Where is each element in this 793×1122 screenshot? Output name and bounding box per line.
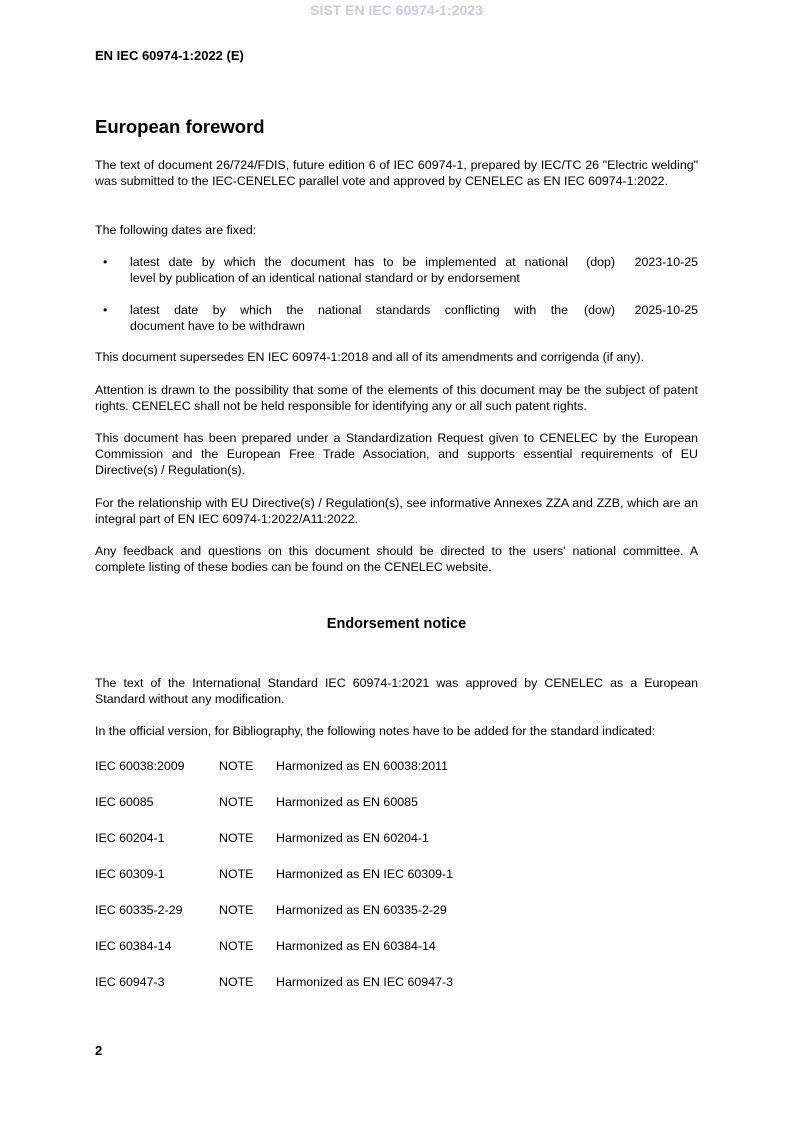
date-bullet-dop	[95, 254, 698, 286]
page-number: 2	[95, 1043, 103, 1058]
section-title-foreword: European foreword	[95, 116, 265, 137]
dates-intro: The following dates are fixed:	[95, 223, 257, 237]
relationship-paragraph: For the relationship with EU Directive(s) / Regulation(s), see informative Annexes ZZA and ZZB, which are an integral part of EN IEC 60974-1:2022/A11:2022.	[95, 496, 698, 526]
note-label: NOTE	[219, 975, 254, 989]
date-bullet-dow	[95, 302, 698, 334]
intro-paragraph: The text of document 26/724/FDIS, future edition 6 of IEC 60974-1, prepared by IEC/TC 26 "Electric welding" was submitted to the IEC-CENELEC parallel vote and approved by CENELEC as EN IEC 60974-1:2022.	[95, 158, 698, 188]
note-label: NOTE	[219, 759, 254, 773]
bullet-code: (dop)	[586, 255, 615, 269]
bullet-date: 2025-10-25	[634, 303, 698, 317]
note-row	[95, 866, 453, 882]
note-label: NOTE	[219, 795, 254, 809]
note-row	[95, 830, 429, 846]
note-standard: IEC 60204-1	[95, 831, 165, 845]
note-row	[95, 902, 447, 918]
note-standard: IEC 60384-14	[95, 939, 172, 953]
note-standard: IEC 60947-3	[95, 975, 165, 989]
note-row	[95, 794, 418, 810]
note-text: Harmonized as EN IEC 60947-3	[276, 975, 453, 989]
note-standard: IEC 60085	[95, 795, 154, 809]
note-label: NOTE	[219, 939, 254, 953]
note-label: NOTE	[219, 831, 254, 845]
notes-intro: In the official version, for Bibliography, the following notes have to be added for the standard indicated:	[95, 724, 656, 738]
note-text: Harmonized as EN IEC 60309-1	[276, 867, 453, 881]
supersedes-paragraph: This document supersedes EN IEC 60974-1:2018 and all of its amendments and corrigenda (if any).	[95, 350, 644, 364]
note-standard: IEC 60309-1	[95, 867, 165, 881]
note-text: Harmonized as EN 60204-1	[276, 831, 429, 845]
note-text: Harmonized as EN 60335-2-29	[276, 903, 447, 917]
note-label: NOTE	[219, 867, 254, 881]
bullet-line2: document have to be withdrawn	[130, 319, 305, 333]
bullet-date: 2023-10-25	[634, 255, 698, 269]
document-header: EN IEC 60974-1:2022 (E)	[95, 48, 244, 63]
note-standard: IEC 60335-2-29	[95, 903, 183, 917]
standardization-paragraph: This document has been prepared under a Standardization Request given to CENELEC by the European Commission and the European Free Trade Association, and supports essential requirements of EU Directive(s) / Regulation(s).	[95, 431, 698, 477]
note-row	[95, 758, 448, 774]
note-row	[95, 938, 436, 954]
note-row	[95, 974, 453, 990]
feedback-paragraph: Any feedback and questions on this document should be directed to the users' national committee. A complete listing of these bodies can be found on the CENELEC website.	[95, 544, 698, 574]
bullet-code: (dow)	[584, 303, 615, 317]
section-title-endorsement: Endorsement notice	[326, 616, 467, 632]
note-text: Harmonized as EN 60085	[276, 795, 418, 809]
endorsement-paragraph: The text of the International Standard IEC 60974-1:2021 was approved by CENELEC as a European Standard without any modification.	[95, 676, 698, 706]
watermark: SIST EN IEC 60974-1:2023	[310, 2, 483, 18]
attention-paragraph: Attention is drawn to the possibility that some of the elements of this document may be the subject of patent rights. CENELEC shall not be held responsible for identifying any or all such patent rights.	[95, 383, 698, 413]
bullet-line1: latest date by which the document has to be implemented at national	[130, 255, 568, 269]
bullet-line1: latest date by which the national standards conflicting with the	[130, 303, 568, 317]
bullet-line2: level by publication of an identical national standard or by endorsement	[130, 271, 520, 285]
note-standard: IEC 60038:2009	[95, 759, 185, 773]
bullet-icon: •	[103, 303, 108, 317]
note-text: Harmonized as EN 60038:2011	[276, 759, 448, 773]
note-label: NOTE	[219, 903, 254, 917]
note-text: Harmonized as EN 60384-14	[276, 939, 436, 953]
bullet-icon: •	[103, 255, 108, 269]
